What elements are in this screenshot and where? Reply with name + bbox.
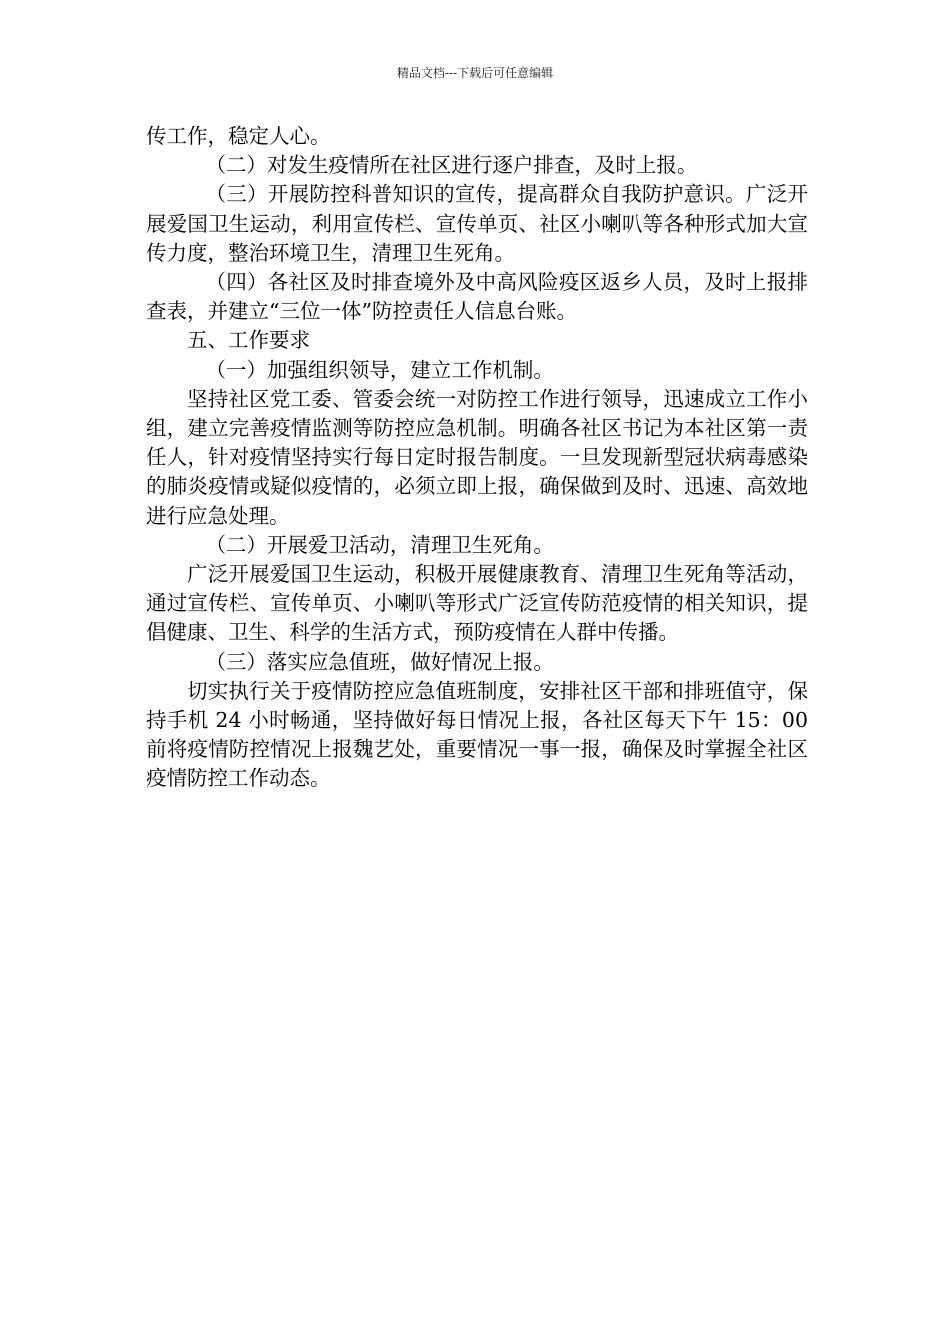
paragraph-body-1: 坚持社区党工委、管委会统一对防控工作进行领导，迅速成立工作小组，建立完善疫情监测等防控应急机制。明确各社区书记为本社区第一责任人，针对疫情坚持实行每日定时报告制度。一旦发现新型冠状病毒感染的肺炎疫情或疑似疫情的，必须立即上报，确保做到及时、迅速、高效地进行应急处理。	[146, 386, 808, 528]
paragraph-item-3: （三）开展防控科普知识的宣传，提高群众自我防护意识。广泛开展爱国卫生运动，利用宣传栏、宣传单页、社区小喇叭等各种形式加大宣传力度，整治环境卫生，清理卫生死角。	[146, 182, 808, 265]
paragraph-item-2: （二）对发生疫情所在社区进行逐户排查，及时上报。	[205, 153, 698, 178]
subheading-1: （一）加强组织领导，建立工作机制。	[205, 357, 554, 382]
document-body	[146, 122, 808, 794]
paragraph-body-3: 切实执行关于疫情防控应急值班制度，安排社区干部和排班值守，保持手机 24 小时畅通，坚持做好每日情况上报，各社区每天下午 15：00 前将疫情防控情况上报魏艺处，重要情况一事一报，确保及时掌握全社区疫情防控工作动态。	[146, 678, 808, 791]
paragraph-body-2: 广泛开展爱国卫生运动，积极开展健康教育、清理卫生死角等活动，通过宣传栏、宣传单页、小喇叭等形式广泛宣传防范疫情的相关知识，提倡健康、卫生、科学的生活方式，预防疫情在人群中传播。	[146, 562, 808, 645]
subheading-2: （二）开展爱卫活动，清理卫生死角。	[205, 532, 554, 557]
section-heading: 五、工作要求	[187, 328, 310, 353]
subheading-3: （三）落实应急值班，做好情况上报。	[205, 649, 554, 674]
paragraph-item-4: （四）各社区及时排查境外及中高风险疫区返乡人员，及时上报排查表，并建立“三位一体”防控责任人信息台账。	[146, 270, 808, 324]
page-header: 精品文档---下载后可任意编辑	[396, 66, 554, 80]
paragraph-continuation: 传工作，稳定人心。	[146, 124, 331, 148]
